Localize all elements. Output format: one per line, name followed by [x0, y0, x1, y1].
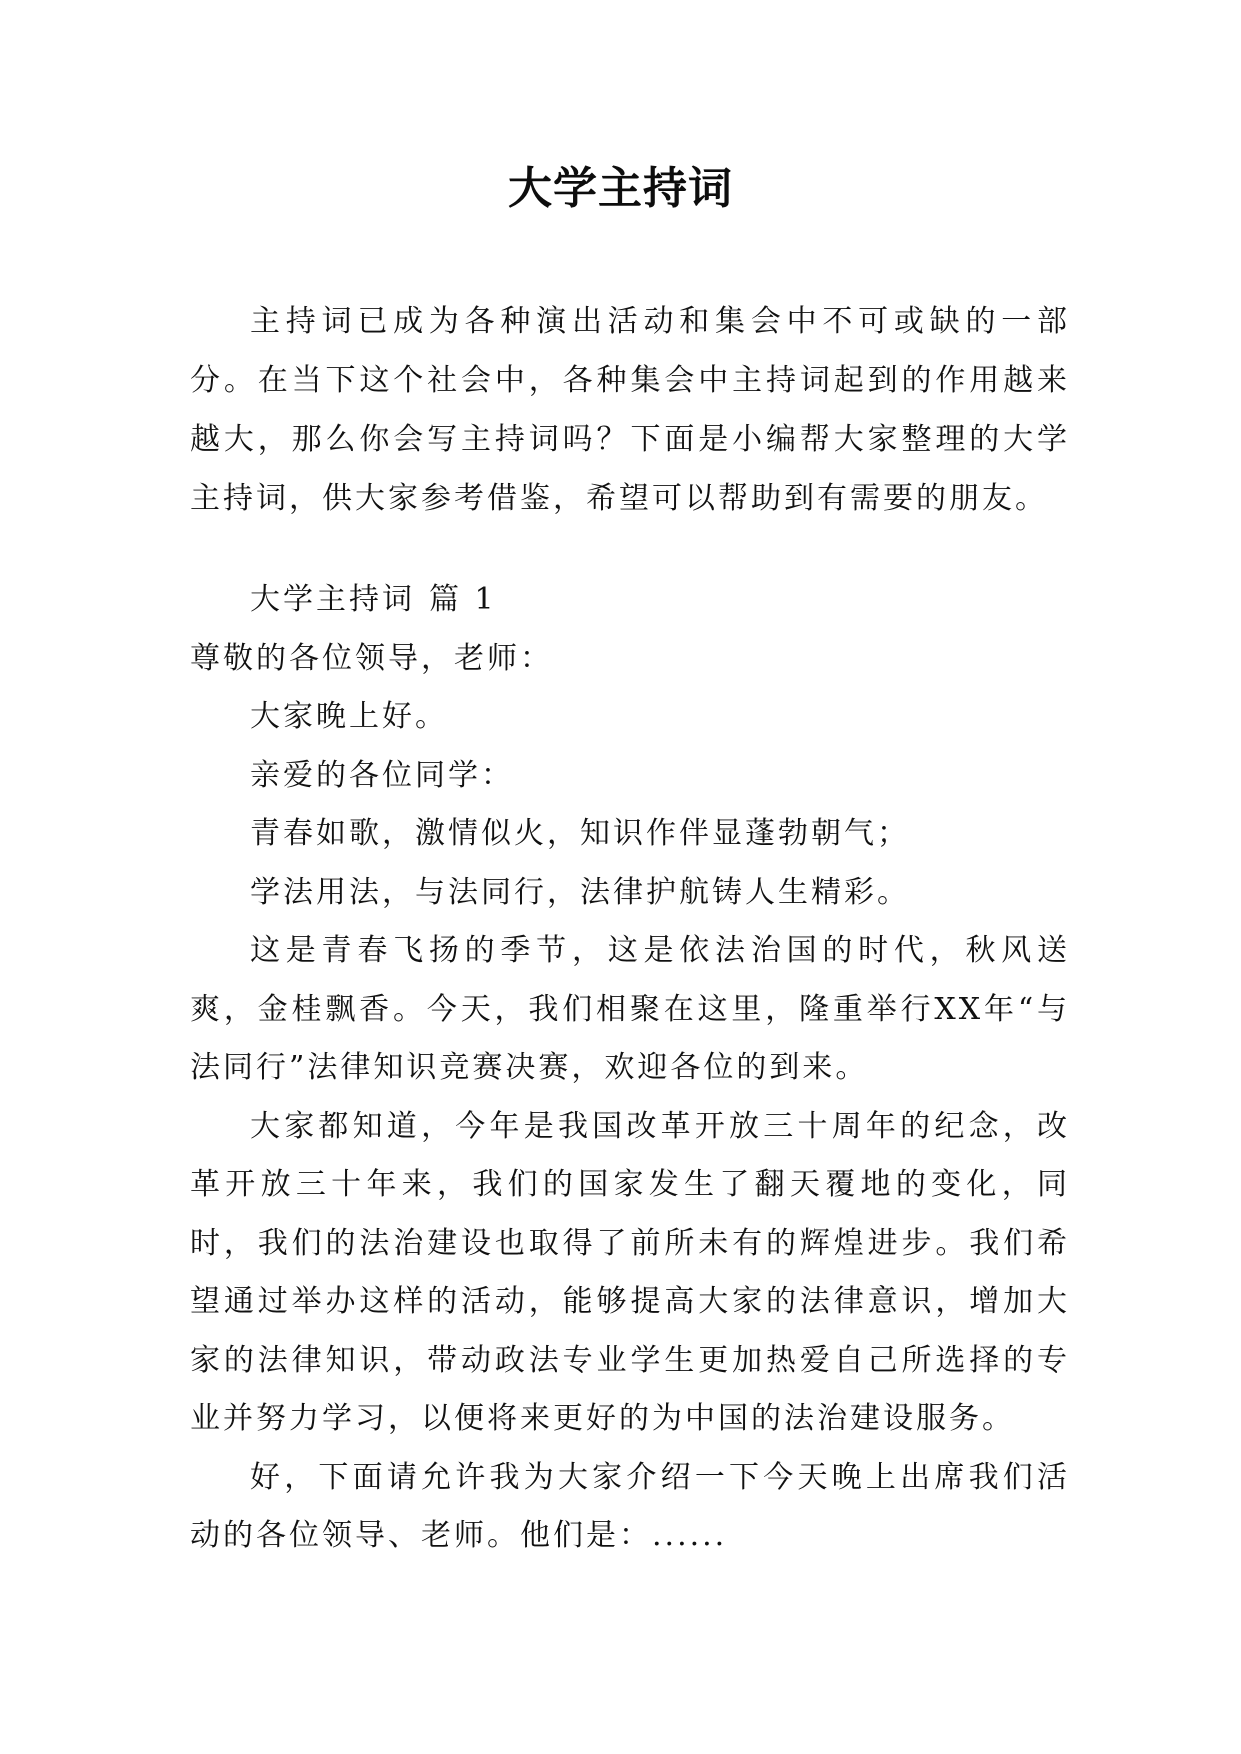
salutation-paragraph: 尊敬的各位领导，老师：	[190, 640, 553, 676]
speech-content	[190, 571, 1070, 1566]
section-heading	[190, 571, 1070, 630]
section-heading-title: 大学主持词	[250, 582, 415, 617]
document-body	[190, 292, 1070, 1566]
greeting-paragraph: 大家晚上好。	[250, 699, 448, 734]
verse-line-1: 青春如歌，激情似火，知识作伴显蓬勃朝气；	[250, 816, 910, 851]
opening-paragraph: 这是青春飞扬的季节，这是依法治国的时代，秋风送爽，金桂飘香。今天，我们相聚在这里，隆重举行XX年“与法同行”法律知识竞赛决赛，欢迎各位的到来。	[190, 933, 1070, 1085]
introduction-paragraph: 好，下面请允许我为大家介绍一下今天晚上出席我们活动的各位领导、老师。他们是：......	[190, 1459, 1070, 1553]
students-salutation-paragraph: 亲爱的各位同学：	[250, 757, 514, 793]
document-title: 大学主持词	[508, 163, 733, 214]
intro-paragraph: 主持词已成为各种演出活动和集会中不可或缺的一部分。在当下这个社会中，各种集会中主持词起到的作用越来越大，那么你会写主持词吗？下面是小编帮大家整理的大学主持词，供大家参考借鉴，希望可以帮助到有需要的朋友。	[190, 304, 1070, 516]
section-heading-number: 篇 1	[429, 582, 497, 617]
verse-line-2: 学法用法，与法同行，法律护航铸人生精彩。	[250, 874, 910, 910]
background-paragraph: 大家都知道，今年是我国改革开放三十周年的纪念，改革开放三十年来，我们的国家发生了翻天覆地的变化，同时，我们的法治建设也取得了前所未有的辉煌进步。我们希望通过举办这样的活动，能够提高大家的法律意识，增加大家的法律知识，带动政法专业学生更加热爱自己所选择的专业并努力学习，以便将来更好的为中国的法治建设服务。	[190, 1108, 1070, 1436]
